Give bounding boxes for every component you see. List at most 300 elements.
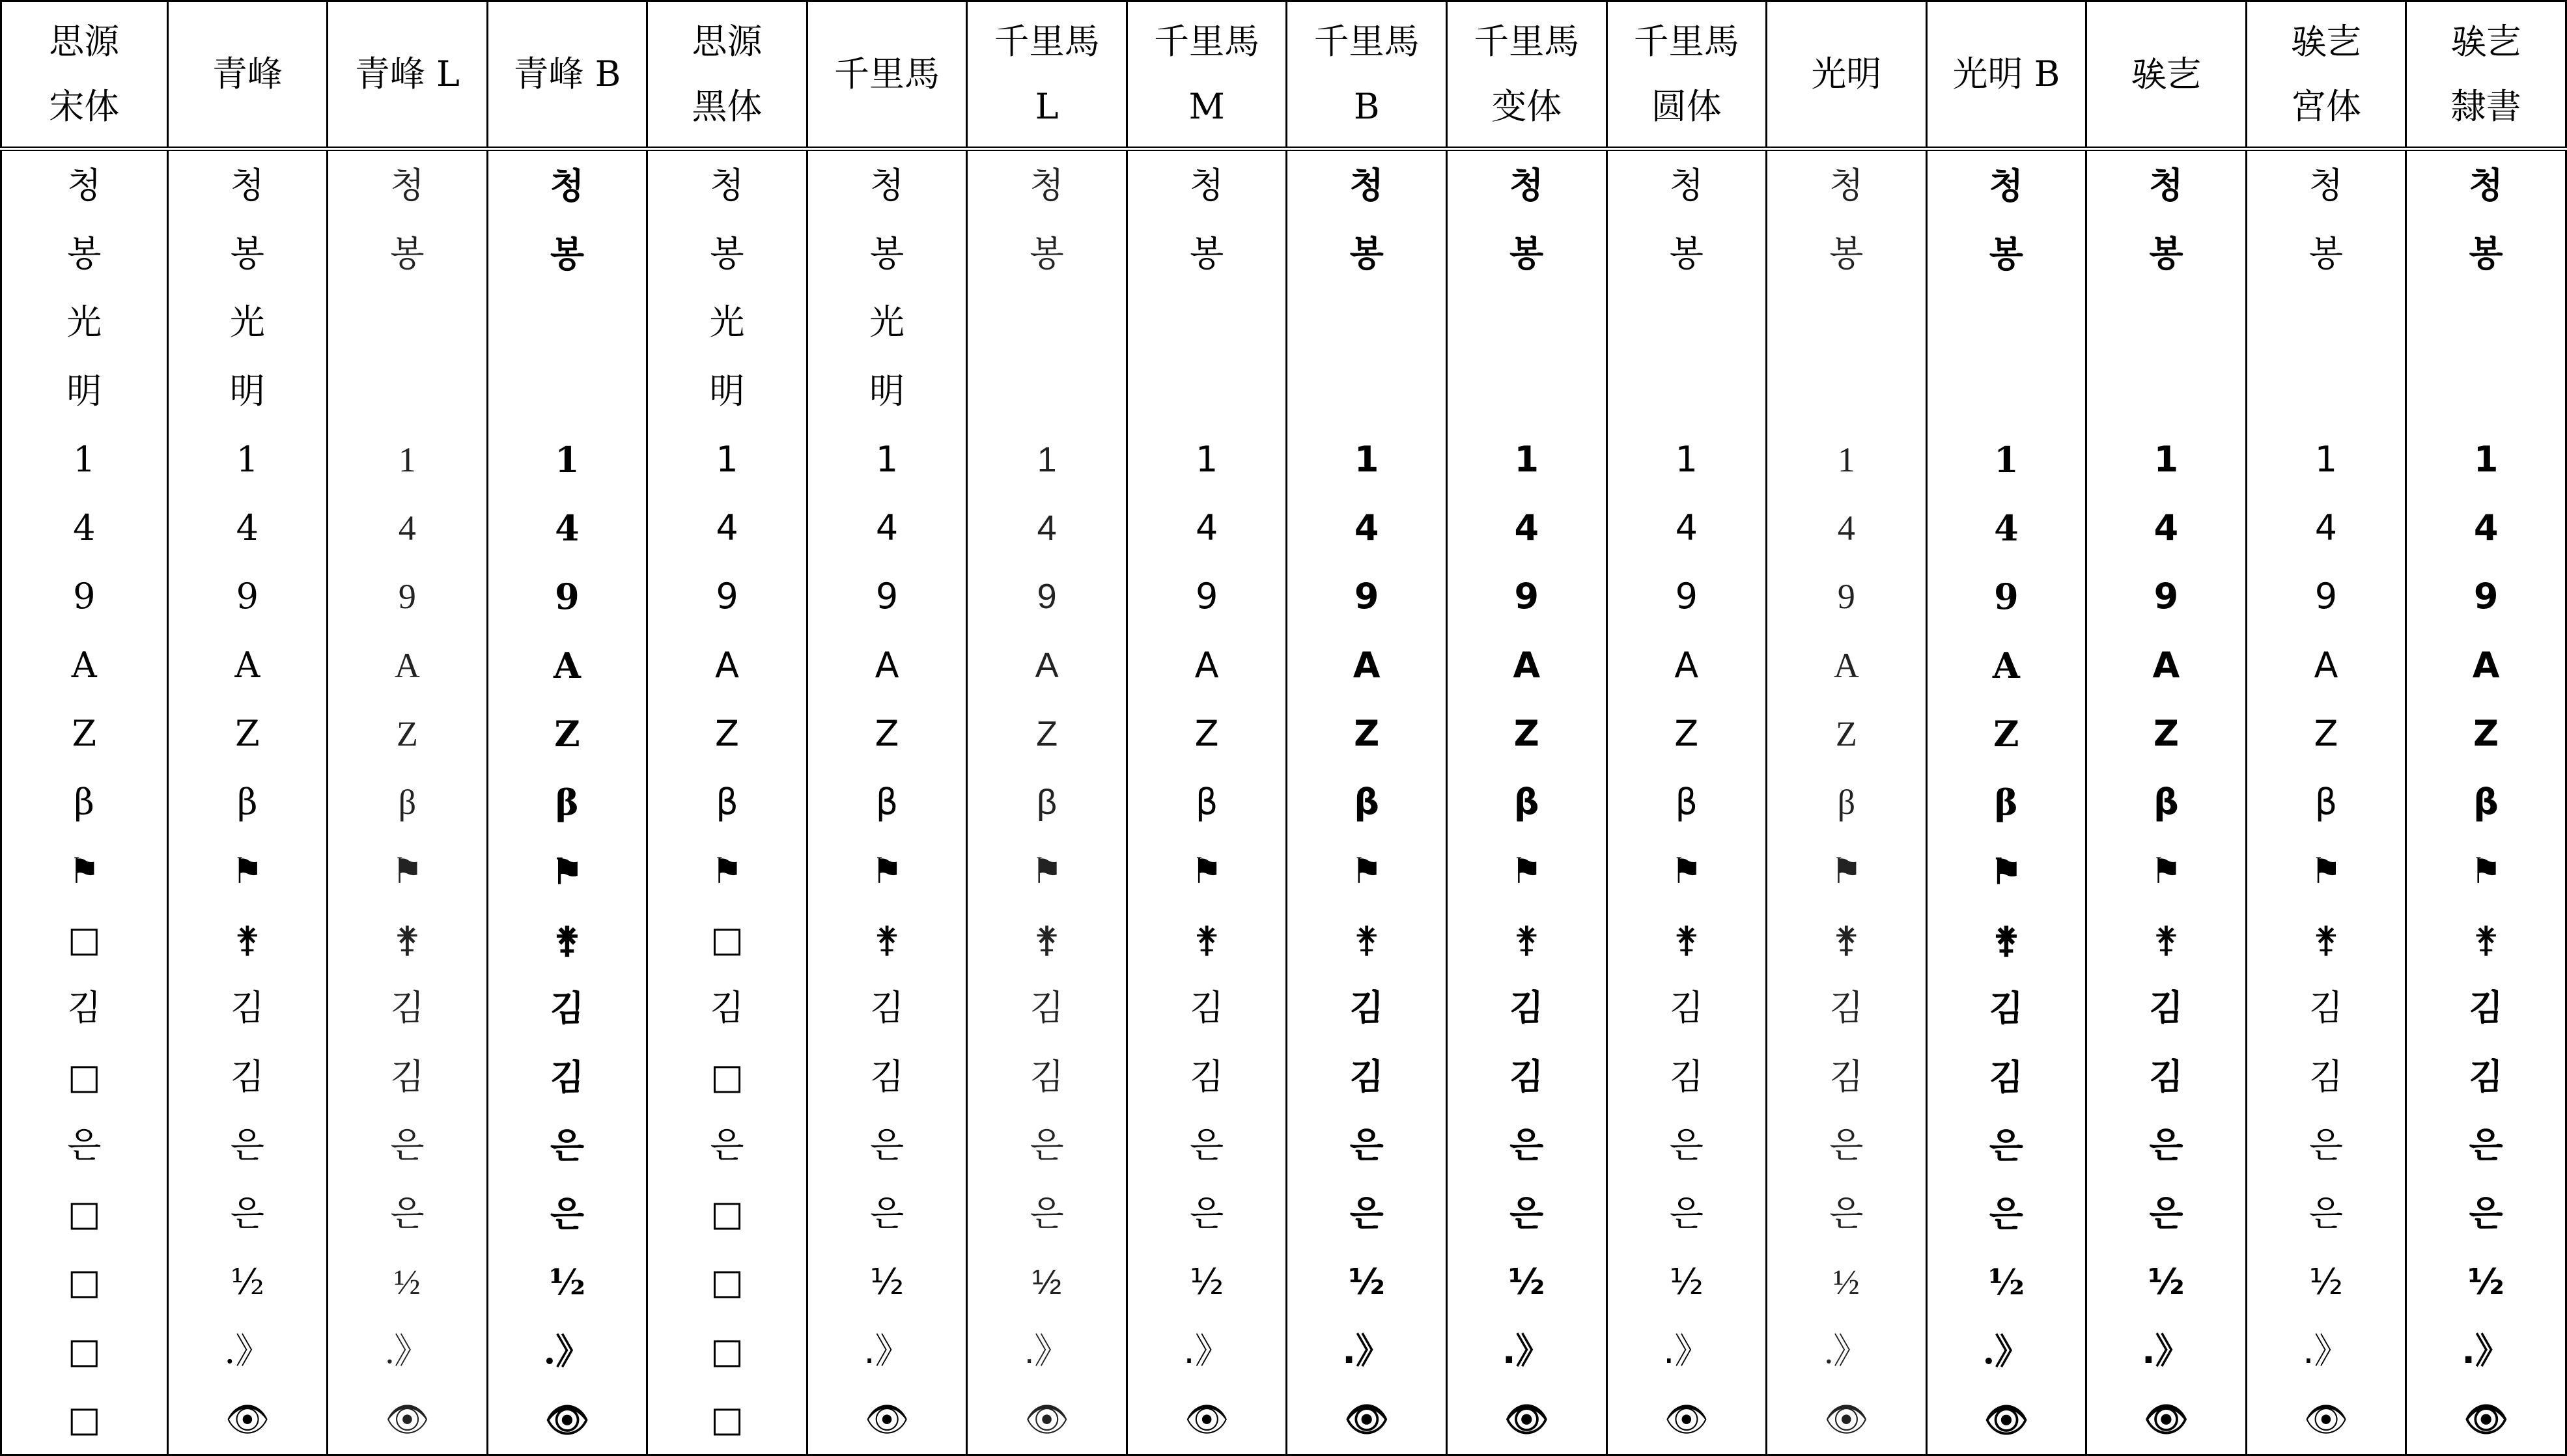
glyph-cell: ⚵ (2246, 905, 2406, 973)
glyph-cell: 👁 (1926, 1385, 2086, 1455)
glyph-cell: 1 (647, 425, 807, 494)
glyph-cell: 김 (487, 974, 647, 1043)
glyph-cell: ½ (1926, 1248, 2086, 1317)
glyph-cell: A (647, 631, 807, 699)
glyph-cell: .》 (2086, 1317, 2247, 1385)
glyph-cell (1287, 288, 1447, 357)
glyph-cell (2406, 357, 2566, 425)
col-header-chollima-variant: 千里馬 变体 (1446, 1, 1606, 149)
glyph-cell: 9 (1767, 563, 1927, 631)
glyph-cell: 은 (967, 1180, 1127, 1248)
glyph-cell: 4 (807, 494, 967, 563)
glyph-cell: 봉 (967, 219, 1127, 288)
table-row (1, 768, 2566, 837)
glyph-cell: 은 (2086, 1180, 2247, 1248)
glyph-cell: ½ (167, 1248, 328, 1317)
glyph-cell: ⚵ (967, 905, 1127, 973)
glyph-cell: 4 (328, 494, 488, 563)
glyph-cell: 청 (2406, 149, 2566, 220)
col-header-siyuan-song: 思源 宋体 (1, 1, 168, 149)
glyph-cell: Z (1926, 699, 2086, 768)
glyph-cell: ⚵ (1767, 905, 1927, 973)
table-row (1, 563, 2566, 631)
glyph-cell: ⚑ (807, 837, 967, 905)
glyph-cell: Z (2246, 699, 2406, 768)
col-header-chollima-round: 千里馬 圆体 (1606, 1, 1767, 149)
glyph-cell (1767, 288, 1927, 357)
glyph-cell: 김 (1287, 974, 1447, 1043)
glyph-cell: Z (647, 699, 807, 768)
glyph-cell: 은 (1446, 1111, 1606, 1179)
glyph-cell: ⚑ (967, 837, 1127, 905)
glyph-cell: ½ (2406, 1248, 2566, 1317)
glyph-cell: □ (1, 1317, 168, 1385)
glyph-cell: 4 (1446, 494, 1606, 563)
glyph-cell: 은 (167, 1111, 328, 1179)
table-row (1, 1180, 2566, 1248)
glyph-cell (1287, 357, 1447, 425)
glyph-cell: 김 (1446, 974, 1606, 1043)
glyph-cell: 김 (2406, 974, 2566, 1043)
glyph-cell: Z (1606, 699, 1767, 768)
glyph-cell: 김 (807, 1043, 967, 1111)
glyph-cell: □ (1, 1385, 168, 1455)
glyph-cell: 김 (2246, 974, 2406, 1043)
glyph-cell: 👁 (807, 1385, 967, 1455)
col-header-col14: 𫘤㐊 (2086, 1, 2247, 149)
glyph-cell (487, 357, 647, 425)
glyph-cell: 봉 (2406, 219, 2566, 288)
col-header-qingfeng-b: 青峰 B (487, 1, 647, 149)
table-row (1, 837, 2566, 905)
col-header-col14-palace: 𫘤㐊 宮体 (2246, 1, 2406, 149)
glyph-cell: 김 (328, 1043, 488, 1111)
glyph-cell: 明 (807, 357, 967, 425)
glyph-cell: β (167, 768, 328, 837)
glyph-cell: 👁 (1287, 1385, 1447, 1455)
glyph-cell: 은 (807, 1111, 967, 1179)
glyph-cell: 光 (647, 288, 807, 357)
glyph-cell: 은 (807, 1180, 967, 1248)
glyph-cell: 👁 (1446, 1385, 1606, 1455)
glyph-cell: A (1446, 631, 1606, 699)
glyph-cell: 4 (2406, 494, 2566, 563)
glyph-cell: 봉 (1606, 219, 1767, 288)
glyph-cell: ½ (2086, 1248, 2247, 1317)
glyph-cell: 은 (647, 1111, 807, 1179)
glyph-cell: 김 (1606, 974, 1767, 1043)
glyph-cell: 9 (1287, 563, 1447, 631)
glyph-cell: ⚑ (1127, 837, 1287, 905)
glyph-cell: ⚵ (2086, 905, 2247, 973)
table-row (1, 1385, 2566, 1455)
glyph-cell: 1 (2086, 425, 2247, 494)
glyph-cell: Z (1287, 699, 1447, 768)
glyph-cell: 김 (2246, 1043, 2406, 1111)
glyph-cell: ⚑ (1926, 837, 2086, 905)
glyph-cell: 김 (807, 974, 967, 1043)
glyph-cell: Z (167, 699, 328, 768)
glyph-cell: 明 (1, 357, 168, 425)
glyph-cell: 1 (1606, 425, 1767, 494)
glyph-cell: ⚑ (2246, 837, 2406, 905)
glyph-cell: 청 (807, 149, 967, 220)
glyph-cell: β (328, 768, 488, 837)
col-header-chollima-b: 千里馬 B (1287, 1, 1447, 149)
glyph-cell: 은 (1606, 1111, 1767, 1179)
glyph-cell: β (1287, 768, 1447, 837)
glyph-cell (1127, 288, 1287, 357)
table-body (1, 149, 2566, 1455)
col-header-kwangmyong-b: 光明 B (1926, 1, 2086, 149)
glyph-cell: 봉 (1287, 219, 1447, 288)
glyph-cell: ½ (487, 1248, 647, 1317)
glyph-cell: 은 (167, 1180, 328, 1248)
glyph-cell: 👁 (1606, 1385, 1767, 1455)
glyph-cell: β (647, 768, 807, 837)
glyph-cell: ⚑ (328, 837, 488, 905)
glyph-cell: 은 (1926, 1180, 2086, 1248)
col-header-siyuan-hei: 思源 黑体 (647, 1, 807, 149)
glyph-cell: 4 (1926, 494, 2086, 563)
glyph-cell: 9 (328, 563, 488, 631)
glyph-cell: 청 (1767, 149, 1927, 220)
glyph-cell: .》 (807, 1317, 967, 1385)
glyph-cell: 은 (487, 1180, 647, 1248)
table-row (1, 631, 2566, 699)
glyph-cell: A (2086, 631, 2247, 699)
glyph-cell: 4 (1287, 494, 1447, 563)
glyph-cell: 1 (1287, 425, 1447, 494)
glyph-cell: 김 (1, 974, 168, 1043)
glyph-cell: 김 (487, 1043, 647, 1111)
glyph-cell: Z (328, 699, 488, 768)
glyph-cell: 1 (167, 425, 328, 494)
glyph-cell: ⚑ (1446, 837, 1606, 905)
glyph-cell: 봉 (487, 219, 647, 288)
glyph-cell: 은 (2406, 1180, 2566, 1248)
glyph-cell: 김 (967, 974, 1127, 1043)
col-header-chollima-m: 千里馬 M (1127, 1, 1287, 149)
glyph-cell: .》 (2406, 1317, 2566, 1385)
glyph-cell: 9 (1606, 563, 1767, 631)
glyph-cell: 김 (1926, 974, 2086, 1043)
glyph-cell: 청 (647, 149, 807, 220)
glyph-cell: 봉 (1, 219, 168, 288)
glyph-cell: β (2246, 768, 2406, 837)
glyph-cell: ½ (1767, 1248, 1927, 1317)
glyph-cell: 9 (807, 563, 967, 631)
glyph-cell: ⚑ (1, 837, 168, 905)
glyph-cell: ⚵ (1926, 905, 2086, 973)
glyph-cell (2246, 357, 2406, 425)
glyph-cell: 김 (1446, 1043, 1606, 1111)
glyph-cell: 4 (1, 494, 168, 563)
glyph-cell: 4 (1127, 494, 1287, 563)
glyph-cell: □ (1, 1180, 168, 1248)
glyph-cell: 9 (1, 563, 168, 631)
glyph-cell: □ (1, 1248, 168, 1317)
glyph-cell (1446, 357, 1606, 425)
glyph-cell: 은 (1446, 1180, 1606, 1248)
glyph-cell (1606, 357, 1767, 425)
glyph-cell: A (2406, 631, 2566, 699)
glyph-cell: 은 (2086, 1111, 2247, 1179)
glyph-cell (1767, 357, 1927, 425)
table-row (1, 425, 2566, 494)
col-header-chollima-l: 千里馬 L (967, 1, 1127, 149)
glyph-cell: .》 (1446, 1317, 1606, 1385)
glyph-cell: 김 (1127, 974, 1287, 1043)
col-header-qingfeng-l: 青峰 L (328, 1, 488, 149)
glyph-cell: ⚑ (2086, 837, 2247, 905)
glyph-cell: 청 (1606, 149, 1767, 220)
glyph-cell: .》 (2246, 1317, 2406, 1385)
glyph-cell (1926, 357, 2086, 425)
glyph-cell: □ (1, 1043, 168, 1111)
glyph-cell: A (2246, 631, 2406, 699)
glyph-cell (1606, 288, 1767, 357)
glyph-cell: 1 (2246, 425, 2406, 494)
glyph-cell: ½ (1446, 1248, 1606, 1317)
glyph-cell: ½ (967, 1248, 1127, 1317)
glyph-cell: 봉 (807, 219, 967, 288)
glyph-cell (328, 288, 488, 357)
glyph-cell: ½ (328, 1248, 488, 1317)
glyph-cell: Z (967, 699, 1127, 768)
glyph-cell: 은 (1127, 1180, 1287, 1248)
glyph-cell: A (487, 631, 647, 699)
glyph-cell: 은 (1926, 1111, 2086, 1179)
glyph-cell (2086, 288, 2247, 357)
table-row (1, 974, 2566, 1043)
table-row (1, 1111, 2566, 1179)
glyph-cell: β (1, 768, 168, 837)
glyph-cell (328, 357, 488, 425)
glyph-cell: 은 (328, 1111, 488, 1179)
glyph-cell: .》 (1287, 1317, 1447, 1385)
glyph-cell: 1 (1446, 425, 1606, 494)
glyph-cell: A (1127, 631, 1287, 699)
table-row (1, 1317, 2566, 1385)
glyph-cell: ½ (1127, 1248, 1287, 1317)
col-header-kwangmyong: 光明 (1767, 1, 1927, 149)
table-row (1, 1248, 2566, 1317)
glyph-cell: 👁 (167, 1385, 328, 1455)
glyph-cell: ½ (2246, 1248, 2406, 1317)
glyph-cell: β (807, 768, 967, 837)
glyph-cell: A (328, 631, 488, 699)
glyph-cell (1127, 357, 1287, 425)
glyph-cell: 明 (647, 357, 807, 425)
glyph-cell: 1 (328, 425, 488, 494)
glyph-cell: Z (1767, 699, 1927, 768)
glyph-cell: 봉 (2086, 219, 2247, 288)
glyph-cell: .》 (1767, 1317, 1927, 1385)
glyph-cell: Z (807, 699, 967, 768)
glyph-cell: 4 (647, 494, 807, 563)
glyph-cell: A (1287, 631, 1447, 699)
glyph-cell: 봉 (647, 219, 807, 288)
glyph-cell: 김 (1287, 1043, 1447, 1111)
glyph-cell: 1 (1127, 425, 1287, 494)
glyph-cell: .》 (328, 1317, 488, 1385)
glyph-cell: 光 (1, 288, 168, 357)
glyph-cell: 4 (487, 494, 647, 563)
glyph-cell: 👁 (967, 1385, 1127, 1455)
glyph-cell: 明 (167, 357, 328, 425)
glyph-cell: ⚵ (1606, 905, 1767, 973)
glyph-cell: β (967, 768, 1127, 837)
glyph-cell: 김 (1606, 1043, 1767, 1111)
glyph-cell: 9 (2246, 563, 2406, 631)
glyph-cell: A (167, 631, 328, 699)
glyph-cell: 1 (1767, 425, 1927, 494)
table-header (1, 1, 2566, 149)
glyph-cell: 👁 (2406, 1385, 2566, 1455)
glyph-cell: 은 (328, 1180, 488, 1248)
glyph-cell: 4 (967, 494, 1127, 563)
glyph-cell (2246, 288, 2406, 357)
glyph-cell: 은 (1127, 1111, 1287, 1179)
glyph-cell: 봉 (328, 219, 488, 288)
glyph-cell: Z (1127, 699, 1287, 768)
glyph-cell: 청 (167, 149, 328, 220)
glyph-cell: 봉 (1446, 219, 1606, 288)
glyph-cell: 4 (1767, 494, 1927, 563)
glyph-cell: 청 (2086, 149, 2247, 220)
glyph-cell: Z (1, 699, 168, 768)
glyph-cell (2086, 357, 2247, 425)
glyph-cell: 김 (328, 974, 488, 1043)
glyph-cell: ⚵ (1446, 905, 1606, 973)
col-header-chollima: 千里馬 (807, 1, 967, 149)
glyph-cell: 은 (487, 1111, 647, 1179)
glyph-cell: 1 (1, 425, 168, 494)
glyph-cell: □ (647, 1317, 807, 1385)
glyph-cell: 은 (967, 1111, 1127, 1179)
glyph-cell: □ (1, 905, 168, 973)
glyph-cell (487, 288, 647, 357)
glyph-cell: ⚑ (647, 837, 807, 905)
glyph-cell: β (1606, 768, 1767, 837)
glyph-cell: 4 (2086, 494, 2247, 563)
glyph-cell: 봉 (2246, 219, 2406, 288)
glyph-cell: 은 (1767, 1180, 1927, 1248)
glyph-cell: ⚑ (487, 837, 647, 905)
glyph-cell: 은 (1, 1111, 168, 1179)
glyph-cell: ½ (807, 1248, 967, 1317)
glyph-cell: 👁 (2246, 1385, 2406, 1455)
glyph-cell: □ (647, 1180, 807, 1248)
table-row (1, 699, 2566, 768)
table-row (1, 1043, 2566, 1111)
glyph-cell: .》 (1606, 1317, 1767, 1385)
glyph-cell: ⚵ (807, 905, 967, 973)
glyph-cell: 1 (487, 425, 647, 494)
glyph-cell: ⚵ (1127, 905, 1287, 973)
glyph-cell: A (1767, 631, 1927, 699)
glyph-cell: 光 (807, 288, 967, 357)
glyph-cell: Z (2086, 699, 2247, 768)
col-header-qingfeng: 青峰 (167, 1, 328, 149)
glyph-cell: 👁 (1127, 1385, 1287, 1455)
glyph-cell: 9 (1127, 563, 1287, 631)
glyph-cell: 👁 (328, 1385, 488, 1455)
glyph-cell: β (1767, 768, 1927, 837)
glyph-cell: 1 (1926, 425, 2086, 494)
glyph-cell: 9 (1926, 563, 2086, 631)
glyph-cell: ⚑ (1606, 837, 1767, 905)
glyph-cell: 김 (1127, 1043, 1287, 1111)
glyph-cell: 4 (167, 494, 328, 563)
glyph-cell: □ (647, 905, 807, 973)
glyph-cell: □ (647, 1385, 807, 1455)
table-row (1, 905, 2566, 973)
glyph-cell: 1 (967, 425, 1127, 494)
glyph-cell: .》 (167, 1317, 328, 1385)
glyph-cell (1926, 288, 2086, 357)
glyph-cell: A (967, 631, 1127, 699)
glyph-cell: 청 (1287, 149, 1447, 220)
glyph-cell: □ (647, 1248, 807, 1317)
glyph-cell: 청 (967, 149, 1127, 220)
glyph-cell: 4 (1606, 494, 1767, 563)
glyph-cell: 9 (2406, 563, 2566, 631)
glyph-cell: 청 (1, 149, 168, 220)
glyph-cell: A (1, 631, 168, 699)
glyph-cell: 1 (2406, 425, 2566, 494)
glyph-cell: 김 (1926, 1043, 2086, 1111)
glyph-cell: 👁 (2086, 1385, 2247, 1455)
glyph-cell: 👁 (487, 1385, 647, 1455)
glyph-cell: 봉 (167, 219, 328, 288)
glyph-cell: 은 (1287, 1111, 1447, 1179)
glyph-cell: 1 (807, 425, 967, 494)
glyph-cell: ⚵ (1287, 905, 1447, 973)
glyph-cell: .》 (487, 1317, 647, 1385)
glyph-cell: 은 (2406, 1111, 2566, 1179)
table-row (1, 288, 2566, 357)
glyph-cell: 👁 (1767, 1385, 1927, 1455)
glyph-cell: □ (647, 1043, 807, 1111)
glyph-cell: ⚵ (167, 905, 328, 973)
glyph-cell: 光 (167, 288, 328, 357)
glyph-cell: 봉 (1926, 219, 2086, 288)
glyph-cell: ⚵ (2406, 905, 2566, 973)
glyph-cell: ⚵ (328, 905, 488, 973)
glyph-cell: ⚑ (1767, 837, 1927, 905)
glyph-cell: 9 (1446, 563, 1606, 631)
table-row (1, 357, 2566, 425)
glyph-cell: 청 (1446, 149, 1606, 220)
col-header-col14-clerical: 𫘤㐊 隸書 (2406, 1, 2566, 149)
glyph-cell: 은 (1606, 1180, 1767, 1248)
glyph-cell: 김 (2406, 1043, 2566, 1111)
glyph-cell: β (1446, 768, 1606, 837)
glyph-cell: β (2086, 768, 2247, 837)
glyph-cell: .》 (1926, 1317, 2086, 1385)
glyph-cell: Z (487, 699, 647, 768)
glyph-cell: 김 (167, 974, 328, 1043)
glyph-cell: 청 (328, 149, 488, 220)
glyph-cell: 청 (2246, 149, 2406, 220)
glyph-cell: ⚑ (167, 837, 328, 905)
glyph-cell: 은 (2246, 1111, 2406, 1179)
glyph-cell: 김 (2086, 974, 2247, 1043)
glyph-cell: ½ (1606, 1248, 1767, 1317)
glyph-cell: ½ (1287, 1248, 1447, 1317)
